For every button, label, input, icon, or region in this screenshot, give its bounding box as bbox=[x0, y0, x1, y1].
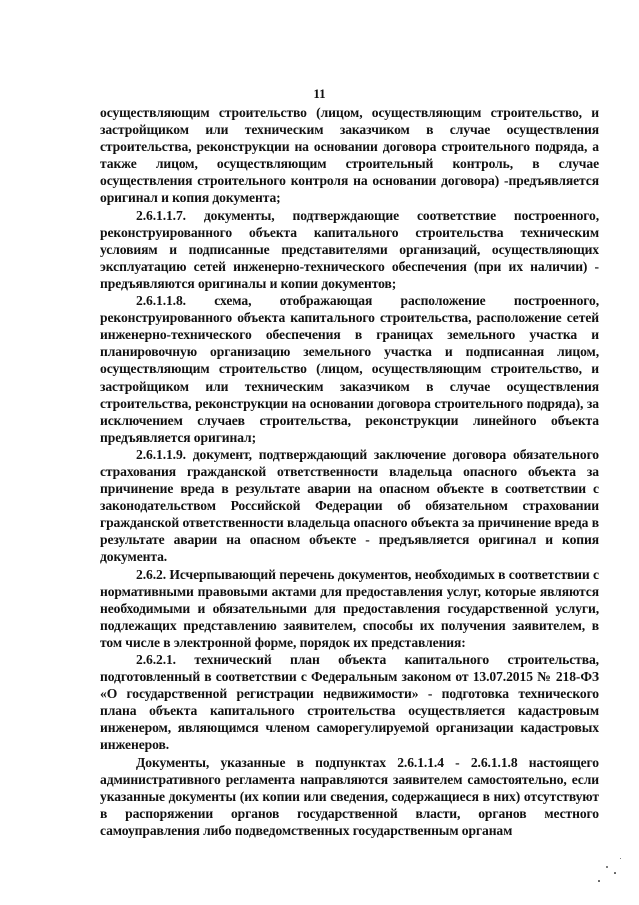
paragraph-4: 2.6.1.1.9. документ, подтверждающий заключение договора обязательного страхования гражданской ответственности владельца опасного объекта за причинение вреда в результате аварии на опасном объекте в соответствии с законодательством Российской Федерации об обязательном страховании гражданской ответственности владельца опасного объекта за причинение вреда в результате аварии на опасном объекте - предъявляется оригинал и копия документа. bbox=[100, 446, 599, 565]
paragraph-3: 2.6.1.1.8. схема, отображающая расположение построенного, реконструированного объекта капитального строительства, расположение сетей инженерно-технического обеспечения в границах земельного участка и планировочную организацию земельного участка и подписанная лицом, осуществляющим строительство (лицом, осуществляющим строительство, и застройщиком или техническим заказчиком в случае осуществления строительства, реконструкции на основании договора строительного подряда), за исключением случаев строительства, реконструкции линейного объекта предъявляется оригинал; bbox=[100, 293, 599, 445]
page-number: 11 bbox=[313, 86, 326, 101]
scan-artifact-dot bbox=[614, 872, 616, 874]
scan-artifact-dot bbox=[620, 858, 621, 859]
scan-artifact-dot bbox=[598, 880, 600, 882]
paragraph-5: 2.6.2. Исчерпывающий перечень документов, необходимых в соответствии с нормативными правовыми актами для предоставления услуг, которые являются необходимыми и обязательными для предоставления государственной услуги, подлежащих представлению заявителем, способы их получения заявителем, в том числе в электронной форме, порядок их представления: bbox=[100, 566, 599, 650]
paragraph-2: 2.6.1.1.7. документы, подтверждающие соответствие построенного, реконструированного объекта капитального строительства техническим условиям и подписанные представителями организаций, осуществляющих эксплуатацию сетей инженерно-технического обеспечения (при их наличии) - предъявляются оригиналы и копии документов; bbox=[100, 207, 599, 291]
paragraph-7: Документы, указанные в подпунктах 2.6.1.1.4 - 2.6.1.1.8 настоящего административного регламента направляются заявителем самостоятельно, если указанные документы (их копии или сведения, содержащиеся в них) отсутствуют в распоряжении органов государственной власти, органов местного самоуправления либо подведомственных государственным органам bbox=[100, 754, 599, 838]
scan-artifact-dot bbox=[606, 866, 608, 868]
document-body bbox=[100, 104, 599, 839]
paragraph-1: осуществляющим строительство (лицом, осуществляющим строительство, и застройщиком или техническим заказчиком в случае осуществления строительства, реконструкции на основании договора строительного подряда, а также лицом, осуществляющим строительный контроль, в случае осуществления строительного контроля на основании договора) -предъявляется оригинал и копия документа; bbox=[100, 105, 599, 206]
paragraph-6: 2.6.2.1. технический план объекта капитального строительства, подготовленный в соответствии с Федеральным законом от 13.07.2015 № 218-ФЗ «О государственной регистрации недвижимости» - подготовка технического плана объекта капитального строительства осуществляется кадастровым инженером, являющимся членом саморегулируемой организации кадастровых инженеров. bbox=[100, 652, 599, 753]
